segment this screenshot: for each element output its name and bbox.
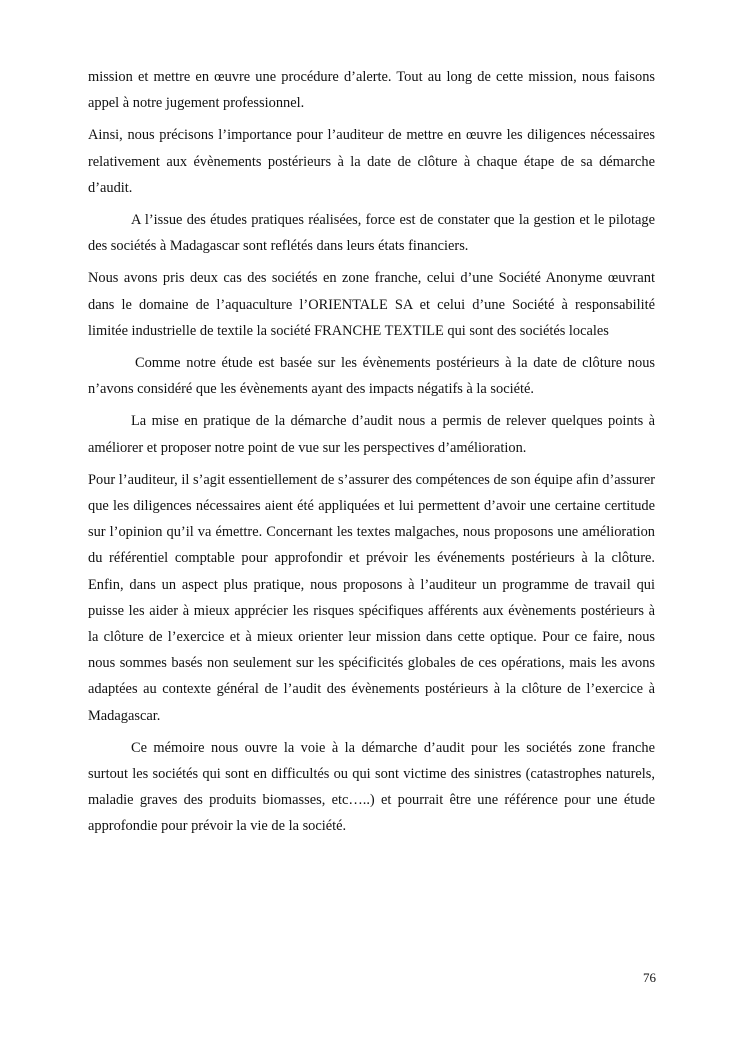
paragraph-4: Nous avons pris deux cas des sociétés en zone franche, celui d’une Société Anonyme œuvrant dans le domaine de l’aquaculture l’ORIENTALE SA et celui d’une Société à responsabilité limitée industrielle de textile la société FRANCHE TEXTILE qui sont des sociétés locales (88, 270, 655, 339)
paragraph-1: mission et mettre en œuvre une procédure d’alerte. Tout au long de cette mission, nous faisons appel à notre jugement professionnel. (88, 69, 655, 112)
paragraph-3: A l’issue des études pratiques réalisées, force est de constater que la gestion et le pilotage des sociétés à Madagascar sont reflétés dans leurs états financiers. (88, 212, 655, 255)
paragraph-6: La mise en pratique de la démarche d’audit nous a permis de relever quelques points à améliorer et proposer notre point de vue sur les perspectives d’amélioration. (88, 413, 655, 456)
page-number: 76 (643, 970, 656, 985)
paragraph-2: Ainsi, nous précisons l’importance pour l’auditeur de mettre en œuvre les diligences nécessaires relativement aux évènements postérieurs à la date de clôture à chaque étape de sa démarche d’audit. (88, 127, 655, 196)
paragraph-8: Ce mémoire nous ouvre la voie à la démarche d’audit pour les sociétés zone franche surtout les sociétés qui sont en difficultés ou qui sont victime des sinistres (catastrophes naturels, maladie graves des produits biomasses, etc…..) et pourrait être une référence pour une étude approfondie pour prévoir la vie de la société. (88, 739, 655, 835)
body-text (88, 64, 655, 846)
paragraph-7: Pour l’auditeur, il s’agit essentiellement de s’assurer des compétences de son équipe afin d’assurer que les diligences nécessaires aient été appliquées et lui permettent d’avoir une certaine certitude sur l’opinion qu’il va émettre. Concernant les textes malgaches, nous proposons une amélioration du référentiel comptable pour approfondir et prévoir les événements postérieurs à la clôture. Enfin, dans un aspect plus pratique, nous proposons à l’auditeur un programme de travail qui puisse les aider à mieux apprécier les risques spécifiques afférents aux évènements postérieurs à la clôture de l’exercice et à mieux orienter leur mission dans cette optique. Pour ce faire, nous nous sommes basés non seulement sur les spécificités globales de ces opérations, mais les avons adaptées au contexte général de l’audit des évènements postérieurs à la clôture de l’exercice à Madagascar. (88, 471, 655, 724)
paragraph-5: Comme notre étude est basée sur les évènements postérieurs à la date de clôture nous n’avons considéré que les évènements ayant des impacts négatifs à la société. (88, 355, 655, 398)
